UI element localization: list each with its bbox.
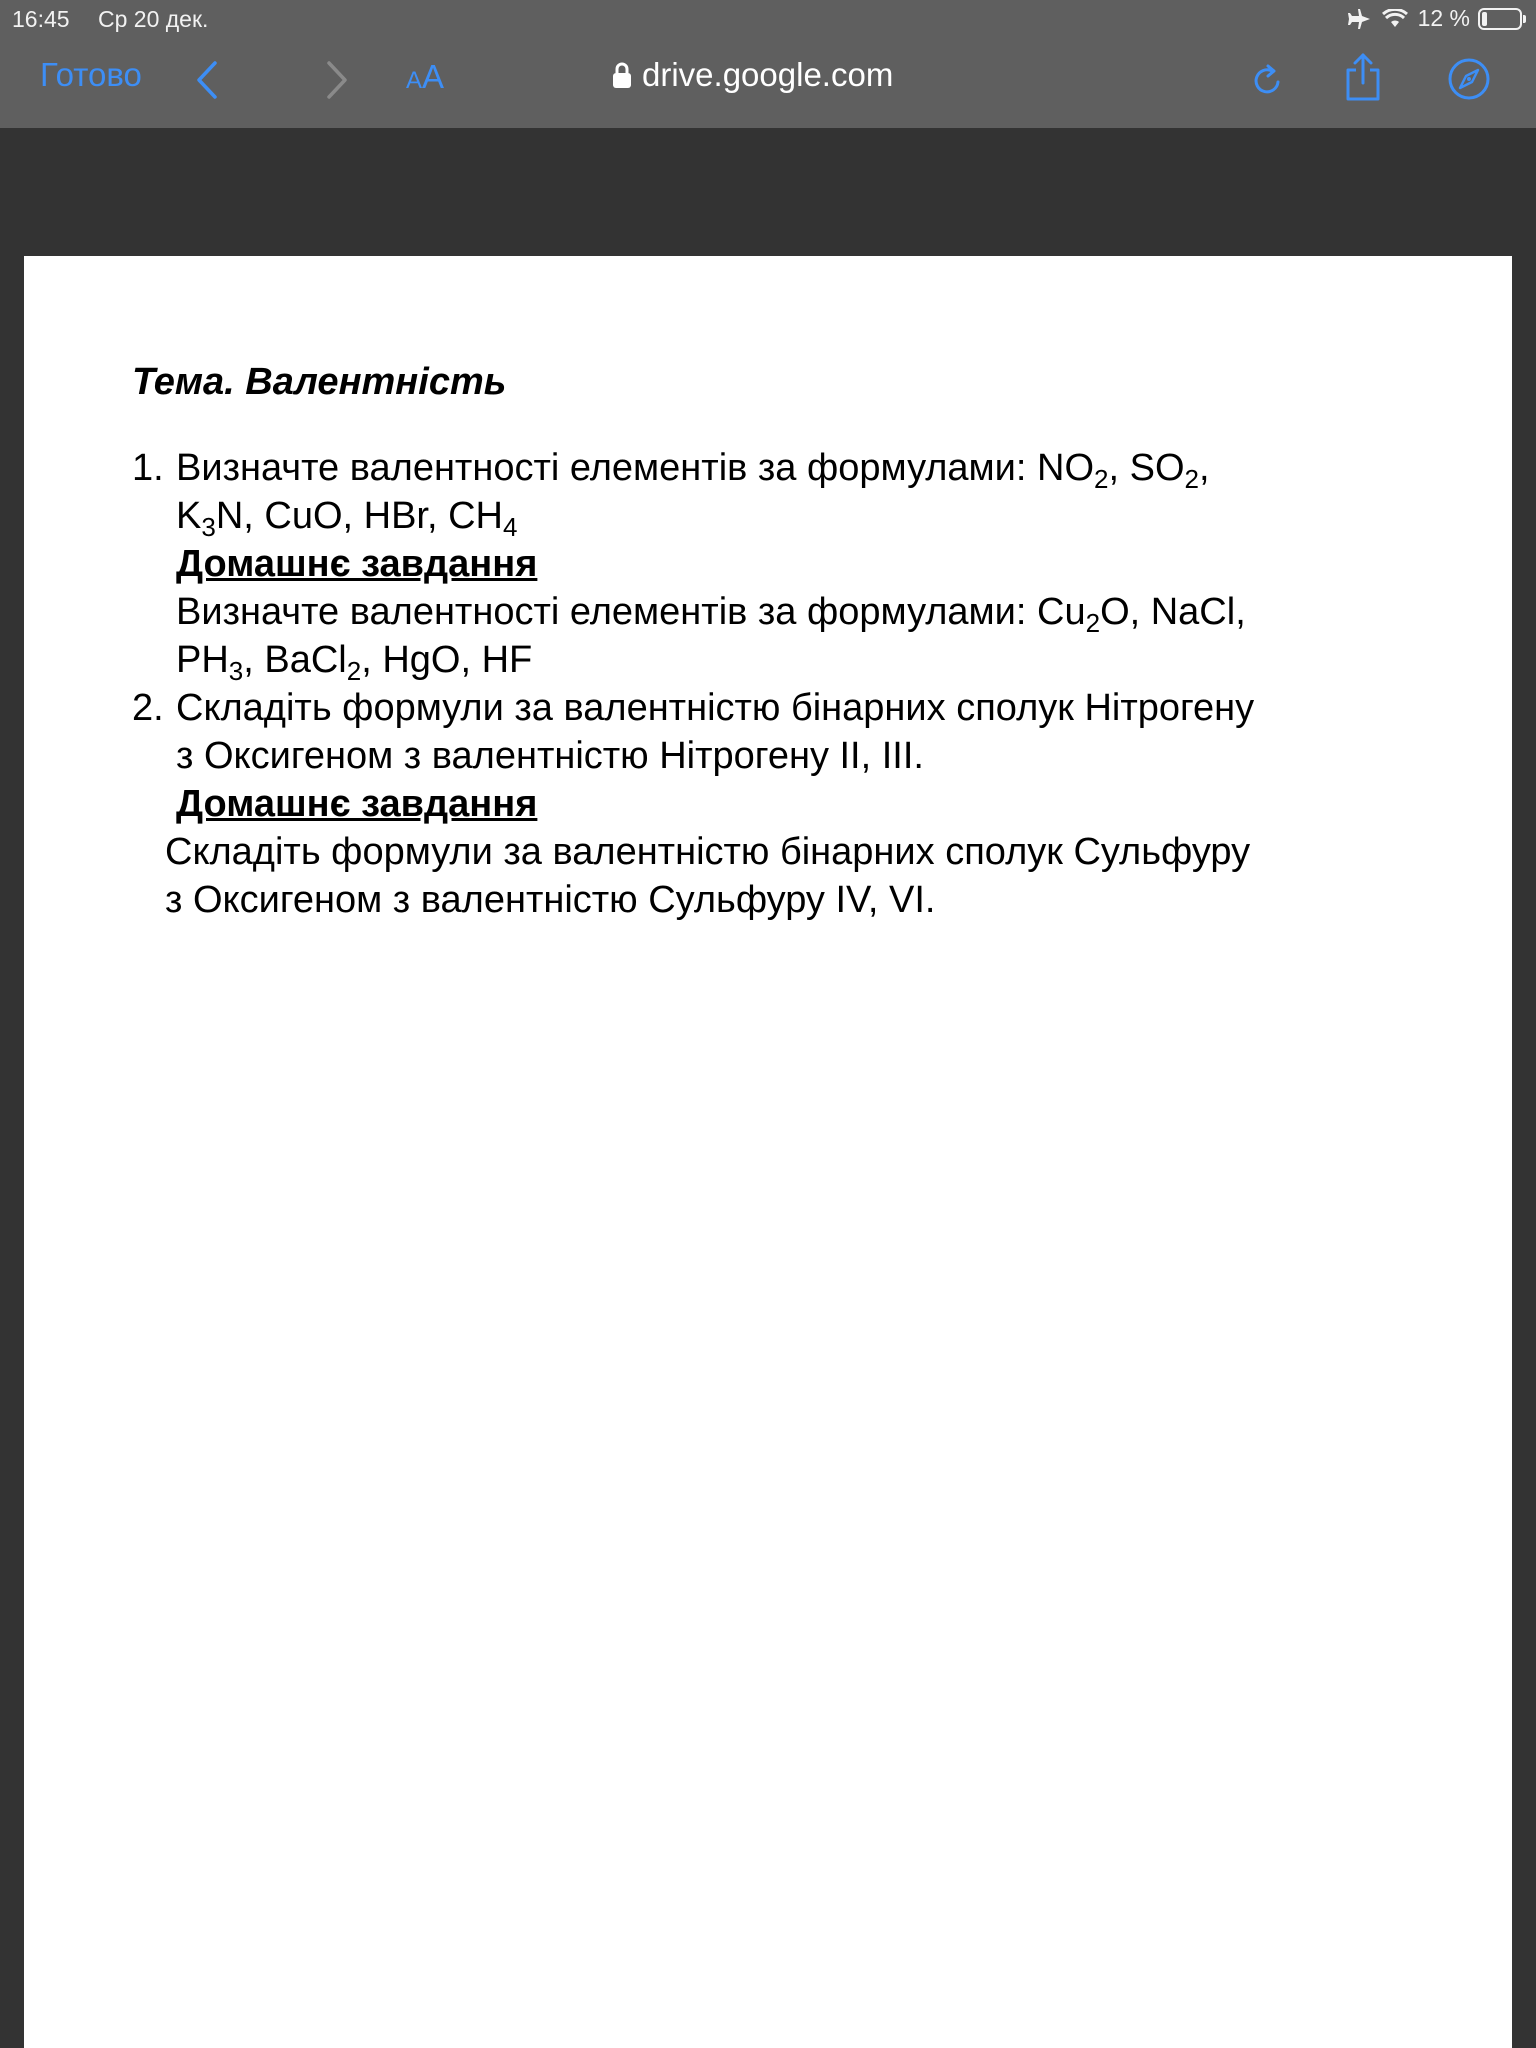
- url-text: drive.google.com: [642, 56, 894, 93]
- homework-1-line-1: [176, 588, 1432, 636]
- hw-1-text-b: O, NaCl,: [1100, 591, 1246, 633]
- task-2-line-1: Складіть формули за валентністю бінарних сполук Нітрогену: [176, 687, 1255, 729]
- browser-toolbar: [0, 38, 1536, 128]
- hw-1-sub-d: 2: [346, 656, 362, 686]
- task-1-text-a: Визначте валентності елементів за формулами: NO: [176, 447, 1095, 489]
- hw-1-text-a: Визначте валентності елементів за формулами: Cu: [176, 591, 1086, 633]
- hw-1-sub-a: 2: [1085, 608, 1101, 638]
- list-number-1: 1.: [132, 447, 164, 489]
- list-item-2: [132, 684, 1432, 924]
- battery-icon: [1478, 8, 1522, 30]
- airplane-icon: [1348, 8, 1372, 30]
- hw-1-text-e: , HgO, HF: [361, 639, 533, 681]
- viewer-background: [0, 128, 1536, 256]
- list-number-2: 2.: [132, 687, 164, 729]
- document-page: [24, 256, 1512, 2048]
- task-2-line-2: з Оксигеном з валентністю Нітрогену II, III.: [176, 735, 924, 777]
- done-button[interactable]: Готово: [40, 56, 142, 93]
- task-1-text-e: N, CuO, HBr, CH: [215, 495, 503, 537]
- forward-chevron-icon[interactable]: [322, 56, 352, 104]
- status-bar: [0, 0, 1536, 38]
- homework-label-1: Домашнє завдання: [176, 543, 538, 585]
- compass-icon[interactable]: [1446, 56, 1492, 102]
- task-1-line-2: [176, 492, 1432, 540]
- task-1-sub-b: 2: [1184, 464, 1199, 494]
- text-size-button[interactable]: [406, 58, 444, 96]
- wifi-icon: [1382, 9, 1408, 29]
- hw-1-text-d: , BaCl: [243, 639, 347, 681]
- homework-2-line-2: з Оксигеном з валентністю Сульфуру IV, VI.: [165, 879, 936, 921]
- share-icon[interactable]: [1340, 50, 1386, 104]
- homework-1-line-2: [176, 636, 1432, 684]
- hw-1-sub-c: 3: [228, 656, 244, 686]
- back-chevron-icon[interactable]: [192, 56, 222, 104]
- reload-icon[interactable]: [1248, 58, 1288, 102]
- status-indicators: [1338, 5, 1522, 32]
- task-1-sub-d: 3: [201, 512, 216, 542]
- homework-label-2: Домашнє завдання: [176, 783, 538, 825]
- task-1-text-d: K: [176, 495, 202, 537]
- task-1-sub-a: 2: [1094, 464, 1109, 494]
- address-bar[interactable]: [612, 56, 893, 94]
- lock-icon: [612, 61, 632, 89]
- homework-2-line-1: Складіть формули за валентністю бінарних сполук Сульфуру: [165, 831, 1251, 873]
- task-1-sub-e: 4: [502, 512, 518, 542]
- document-content: [132, 358, 1432, 924]
- document-title: Тема. Валентність: [132, 361, 507, 403]
- text-size-big-label: A: [422, 58, 445, 95]
- list-item-1: [132, 444, 1432, 684]
- text-size-small-label: A: [406, 67, 423, 94]
- task-1-line-1: [176, 444, 1432, 492]
- task-1-text-c: ,: [1198, 447, 1210, 489]
- status-time: 16:45: [12, 6, 70, 32]
- battery-percent: 12 %: [1417, 5, 1470, 31]
- hw-1-text-c: PH: [176, 639, 229, 681]
- task-1-text-b: , SO: [1108, 447, 1185, 489]
- status-date: Ср 20 дек.: [98, 6, 209, 32]
